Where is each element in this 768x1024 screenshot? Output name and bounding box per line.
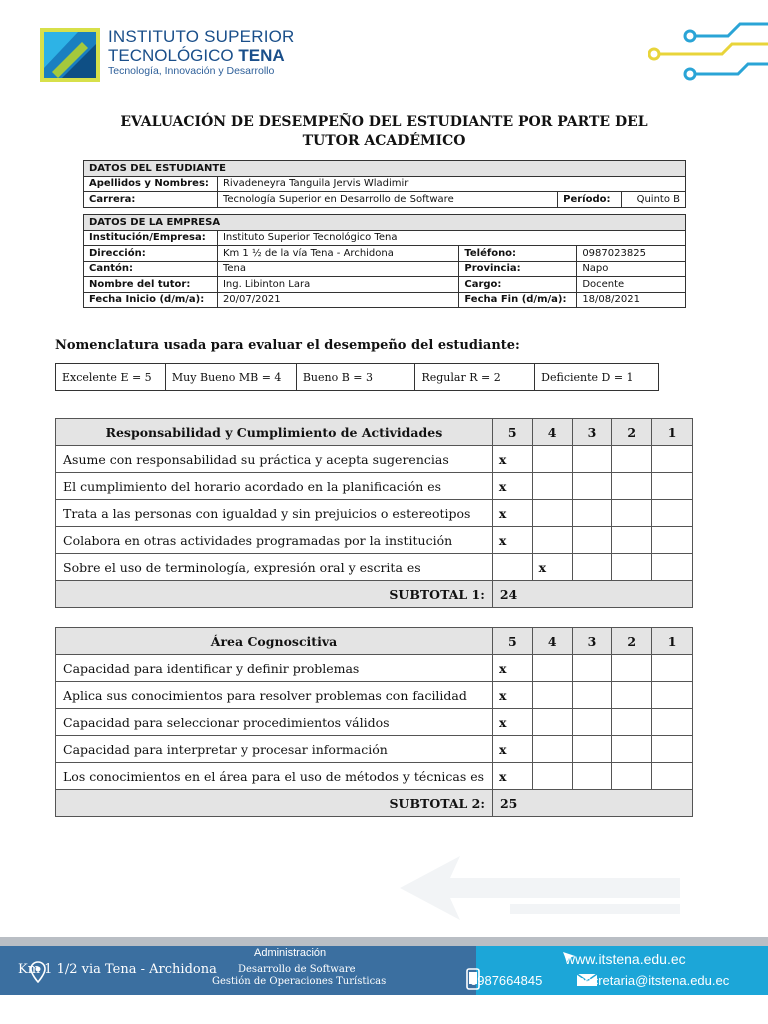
career-label: Carrera: bbox=[84, 192, 218, 208]
phone-label: Teléfono: bbox=[459, 246, 577, 262]
mark-cell bbox=[612, 446, 652, 473]
circuit-decoration-icon bbox=[648, 14, 768, 94]
scale-5: 5 bbox=[492, 628, 532, 655]
mark-cell bbox=[652, 446, 693, 473]
role-label: Cargo: bbox=[459, 277, 577, 293]
mark-cell bbox=[532, 682, 572, 709]
scale-1: 1 bbox=[652, 419, 693, 446]
mark-cell bbox=[612, 554, 652, 581]
mark-cell bbox=[532, 446, 572, 473]
mark-cell: x bbox=[492, 763, 532, 790]
end-date-value: 18/08/2021 bbox=[577, 292, 686, 308]
mark-cell bbox=[612, 655, 652, 682]
mark-cell bbox=[532, 527, 572, 554]
footer-email-link[interactable]: secretaria@itstena.edu.ec bbox=[578, 973, 730, 988]
mark-cell bbox=[612, 500, 652, 527]
mark-cell bbox=[572, 500, 612, 527]
scale-4: 4 bbox=[532, 628, 572, 655]
mark-cell: x bbox=[492, 736, 532, 763]
table-row bbox=[56, 473, 693, 500]
footer-address: Km 1 1/2 via Tena - Archidona bbox=[18, 962, 217, 977]
nomenclature-item: Bueno B = 3 bbox=[296, 364, 415, 391]
mark-cell bbox=[652, 763, 693, 790]
student-section-header: DATOS DEL ESTUDIANTE bbox=[84, 161, 686, 177]
mark-cell: x bbox=[492, 709, 532, 736]
mark-cell bbox=[652, 473, 693, 500]
criterion-text: Asume con responsabilidad su práctica y acepta sugerencias bbox=[56, 446, 493, 473]
nomenclature-item: Deficiente D = 1 bbox=[535, 364, 659, 391]
period-value: Quinto B bbox=[622, 192, 686, 208]
mark-cell: x bbox=[532, 554, 572, 581]
nomenclature-item: Regular R = 2 bbox=[415, 364, 535, 391]
mark-cell bbox=[652, 709, 693, 736]
subtotal2-label: SUBTOTAL 2: bbox=[56, 790, 493, 817]
mark-cell bbox=[572, 446, 612, 473]
company-data-table bbox=[83, 214, 686, 308]
province-label: Provincia: bbox=[459, 261, 577, 277]
table-row bbox=[56, 682, 693, 709]
mark-cell bbox=[532, 709, 572, 736]
criterion-text: Capacidad para seleccionar procedimientos válidos bbox=[56, 709, 493, 736]
footer-top-bar bbox=[0, 937, 768, 946]
nomenclature-title: Nomenclatura usada para evaluar el desempeño del estudiante: bbox=[55, 338, 520, 353]
mark-cell bbox=[612, 709, 652, 736]
mark-cell bbox=[652, 500, 693, 527]
scale-2: 2 bbox=[612, 628, 652, 655]
role-value: Docente bbox=[577, 277, 686, 293]
mark-cell bbox=[532, 763, 572, 790]
section1-title: Responsabilidad y Cumplimiento de Actividades bbox=[56, 419, 493, 446]
mark-cell bbox=[572, 682, 612, 709]
mark-cell bbox=[572, 709, 612, 736]
scale-1: 1 bbox=[652, 628, 693, 655]
criterion-text: Los conocimientos en el área para el uso de métodos y técnicas es bbox=[56, 763, 493, 790]
criterion-text: Colabora en otras actividades programadas por la institución bbox=[56, 527, 493, 554]
mark-cell: x bbox=[492, 527, 532, 554]
mark-cell bbox=[532, 500, 572, 527]
table-row bbox=[56, 446, 693, 473]
nomenclature-item: Muy Bueno MB = 4 bbox=[165, 364, 296, 391]
table-row bbox=[56, 527, 693, 554]
mark-cell bbox=[532, 473, 572, 500]
mark-cell bbox=[572, 554, 612, 581]
start-date-label: Fecha Inicio (d/m/a): bbox=[84, 292, 218, 308]
start-date-value: 20/07/2021 bbox=[217, 292, 458, 308]
scale-3: 3 bbox=[572, 628, 612, 655]
nomenclature-item: Excelente E = 5 bbox=[56, 364, 166, 391]
company-section-header: DATOS DE LA EMPRESA bbox=[84, 215, 686, 231]
scale-5: 5 bbox=[492, 419, 532, 446]
logo-line2: TECNOLÓGICO TENA bbox=[108, 46, 285, 65]
table-row bbox=[56, 500, 693, 527]
canton-label: Cantón: bbox=[84, 261, 218, 277]
table-row bbox=[56, 655, 693, 682]
scale-4: 4 bbox=[532, 419, 572, 446]
criterion-text: Sobre el uso de terminología, expresión oral y escrita es bbox=[56, 554, 493, 581]
mark-cell bbox=[612, 763, 652, 790]
mark-cell bbox=[652, 736, 693, 763]
criterion-text: El cumplimiento del horario acordado en la planificación es bbox=[56, 473, 493, 500]
phone-value: 0987023825 bbox=[577, 246, 686, 262]
criterion-text: Trata a las personas con igualdad y sin prejuicios o estereotipos bbox=[56, 500, 493, 527]
responsibility-table bbox=[55, 418, 693, 608]
end-date-label: Fecha Fin (d/m/a): bbox=[459, 292, 577, 308]
table-row bbox=[56, 554, 693, 581]
student-name-label: Apellidos y Nombres: bbox=[84, 176, 218, 192]
mark-cell: x bbox=[492, 500, 532, 527]
institute-logo bbox=[38, 24, 104, 86]
footer-website-link[interactable]: www.itstena.edu.ec bbox=[565, 951, 686, 967]
period-label: Período: bbox=[558, 192, 622, 208]
student-name: Rivadeneyra Tanguila Jervis Wladimir bbox=[217, 176, 685, 192]
mark-cell bbox=[612, 527, 652, 554]
mark-cell bbox=[572, 655, 612, 682]
institution-value: Instituto Superior Tecnológico Tena bbox=[217, 230, 685, 246]
mark-cell bbox=[652, 527, 693, 554]
mark-cell bbox=[612, 473, 652, 500]
mark-cell bbox=[572, 473, 612, 500]
mark-cell bbox=[572, 527, 612, 554]
mark-cell bbox=[612, 682, 652, 709]
subtotal1-value: 24 bbox=[492, 581, 692, 608]
table-row bbox=[56, 709, 693, 736]
student-data-table bbox=[83, 160, 686, 208]
mark-cell: x bbox=[492, 682, 532, 709]
logo-text bbox=[108, 28, 295, 78]
logo-tagline: Tecnología, Innovación y Desarrollo bbox=[108, 65, 275, 77]
mark-cell bbox=[492, 554, 532, 581]
footer-admin: Administración bbox=[254, 947, 327, 959]
scale-2: 2 bbox=[612, 419, 652, 446]
mark-cell bbox=[532, 736, 572, 763]
mark-cell bbox=[612, 736, 652, 763]
watermark-arrow-icon bbox=[390, 848, 690, 928]
mark-cell bbox=[652, 682, 693, 709]
subtotal2-value: 25 bbox=[492, 790, 692, 817]
canton-value: Tena bbox=[217, 261, 458, 277]
nomenclature-table bbox=[55, 363, 659, 391]
page-title: EVALUACIÓN DE DESEMPEÑO DEL ESTUDIANTE POR PARTE DEL TUTOR ACADÉMICO bbox=[120, 114, 648, 149]
address-label: Dirección: bbox=[84, 246, 218, 262]
cognitive-table bbox=[55, 627, 693, 817]
table-row bbox=[56, 736, 693, 763]
mark-cell: x bbox=[492, 446, 532, 473]
mark-cell: x bbox=[492, 655, 532, 682]
footer-dev: Desarrollo de Software bbox=[238, 964, 356, 975]
subtotal1-label: SUBTOTAL 1: bbox=[56, 581, 493, 608]
logo-line1: INSTITUTO SUPERIOR bbox=[108, 27, 295, 46]
mark-cell bbox=[652, 655, 693, 682]
career-value: Tecnología Superior en Desarrollo de Software bbox=[217, 192, 557, 208]
criterion-text: Aplica sus conocimientos para resolver problemas con facilidad bbox=[56, 682, 493, 709]
mark-cell bbox=[572, 736, 612, 763]
mark-cell bbox=[652, 554, 693, 581]
institution-label: Institución/Empresa: bbox=[84, 230, 218, 246]
province-value: Napo bbox=[577, 261, 686, 277]
criterion-text: Capacidad para interpretar y procesar información bbox=[56, 736, 493, 763]
mark-cell bbox=[572, 763, 612, 790]
table-row bbox=[56, 763, 693, 790]
mark-cell: x bbox=[492, 473, 532, 500]
section2-title: Área Cognoscitiva bbox=[56, 628, 493, 655]
mark-cell bbox=[532, 655, 572, 682]
page-footer bbox=[0, 937, 768, 1024]
tutor-label: Nombre del tutor: bbox=[84, 277, 218, 293]
footer-tourism: Gestión de Operaciones Turísticas bbox=[212, 976, 387, 987]
address-value: Km 1 ½ de la vía Tena - Archidona bbox=[217, 246, 458, 262]
scale-3: 3 bbox=[572, 419, 612, 446]
criterion-text: Capacidad para identificar y definir problemas bbox=[56, 655, 493, 682]
tutor-value: Ing. Libinton Lara bbox=[217, 277, 458, 293]
footer-phone: 0987664845 bbox=[470, 973, 543, 988]
footer-bottom bbox=[0, 995, 768, 1024]
